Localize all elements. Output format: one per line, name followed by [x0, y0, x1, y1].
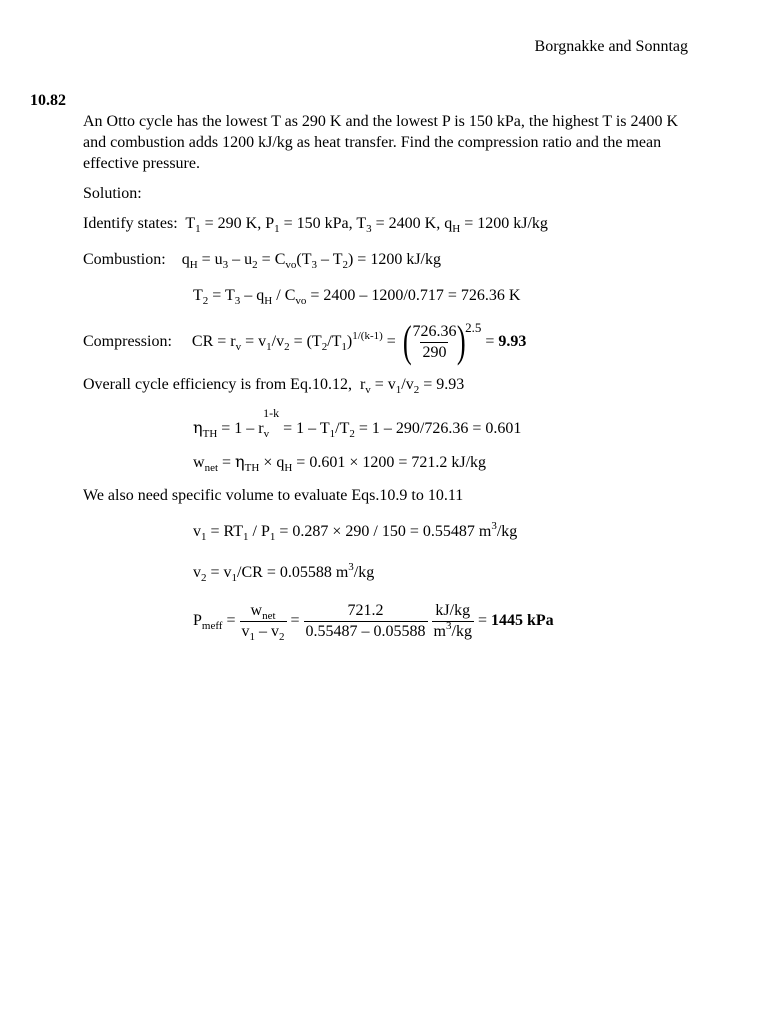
problem-statement: An Otto cycle has the lowest T as 290 K and the lowest P is 150 kPa, the highest T is 2400 K and combustion adds 1200 kJ/kg as heat transfer. Find the compression ratio and the mean effective pressure.: [83, 113, 679, 172]
pmeff-fraction-2: [304, 601, 428, 642]
v2-expression: /CR = 0.05588: [237, 564, 332, 581]
pmeff-fraction-1: [240, 601, 287, 642]
pmeff-units: [432, 601, 474, 642]
t1-value: 290 K: [217, 215, 258, 232]
wnet-expression: = 0.601 × 1200 = 721.2 kJ/kg: [296, 454, 487, 471]
cr-exponent: 2.5: [465, 320, 482, 335]
cr-result: 9.93: [498, 333, 527, 350]
pmeff-frac2-den: 0.55487 – 0.05588: [305, 622, 426, 640]
header-authors: Borgnakke and Sonntag: [534, 38, 688, 55]
identify-label: Identify states:: [83, 215, 178, 232]
combustion-label: Combustion:: [83, 251, 166, 268]
problem-number: 10.82: [30, 92, 66, 109]
eta-expression: = 1 – 290/726.36 = 0.601: [358, 420, 522, 437]
solution-label: Solution:: [83, 185, 142, 202]
efficiency-line: Overall cycle efficiency is from Eq.10.12, $r_v = v_1/v_2 = 9.93$: [83, 376, 465, 396]
qh-value: 1200 kJ/kg: [477, 215, 548, 232]
pmeff-frac2-num: 721.2: [347, 601, 384, 619]
compression-label: Compression:: [83, 333, 172, 350]
identify-states-line: Identify states: $T_1 = 290$ K, $P_1 = 150$ kPa, $T_3 = 2400$ K, $q_H = 1200$ kJ/kg: [83, 215, 548, 235]
p1-value: 150 kPa: [296, 215, 349, 232]
pmeff-result: 1445 kPa: [490, 612, 554, 629]
pmeff-units-den: $m^3/kg$: [433, 619, 472, 640]
right-paren: ): [457, 317, 467, 367]
t3-value: 2400 K: [388, 215, 437, 232]
pmeff-units-num: kJ/kg: [435, 601, 471, 619]
t2-expression: = 2400 – 1200/0.717 = 726.36 K: [310, 287, 521, 304]
rv-value: = 9.93: [423, 376, 465, 393]
combustion-line: Combustion: $q_H = u_3 - u_2 = C_{vo}(T_3 - T_2) = 1200$ kJ/kg: [83, 251, 441, 271]
cr-numerator: 726.36: [412, 322, 457, 340]
eta-line: $\eta_{TH} = 1 - r_v^{1-k} = 1 - T_1/T_2 = 1 - 290/726.36 = 0.601$: [193, 406, 522, 440]
cr-fraction: [410, 322, 458, 363]
specific-volume-line: We also need specific volume to evaluate Eqs.10.9 to 10.11: [83, 487, 464, 504]
compression-line: Compression: CR = $r_v = v_1/v_2 = (T_2/T_1)^{1/(k-1)}$ = ( $\frac{726.36}{290}$ )$^{2.5}$ = 9.93: [83, 317, 527, 367]
t2-line: $T_2 = T_3 - q_H / C_{vo} = 2400 - 1200/0.717 = 726.36$ K: [193, 287, 521, 307]
wnet-line: $w_{net} = \eta_{TH} \times q_H = 0.601 \times 1200 = 721.2$ kJ/kg: [193, 452, 487, 474]
v2-line: $v_2 = v_1/CR = 0.05588$ $m^3/kg$: [193, 561, 375, 584]
pmeff-line: $P_{meff}$ = $\frac{w_{net}}{v_1 - v_2}$ = $\frac{721.2}{0.55487 - 0.05588}$ $\frac{kJ/kg}{m^3/kg}$ = 1445 kPa: [193, 601, 554, 643]
v1-line: $v_1 = RT_1 / P_1 = 0.287 \times 290 / 150 = 0.55487$ $m^3/kg$: [193, 520, 518, 543]
v1-expression: = 0.287 × 290 / 150 = 0.55487: [279, 523, 475, 540]
pmeff-frac1-num: $w_{net}$: [250, 601, 276, 622]
left-paren: (: [402, 317, 412, 367]
combustion-result: = 1200 kJ/kg: [357, 251, 441, 268]
pmeff-frac1-den: $v_1 - v_2$: [241, 622, 285, 643]
efficiency-text: Overall cycle efficiency is from Eq.10.12,: [83, 376, 352, 393]
cr-denominator: 290: [422, 343, 447, 361]
